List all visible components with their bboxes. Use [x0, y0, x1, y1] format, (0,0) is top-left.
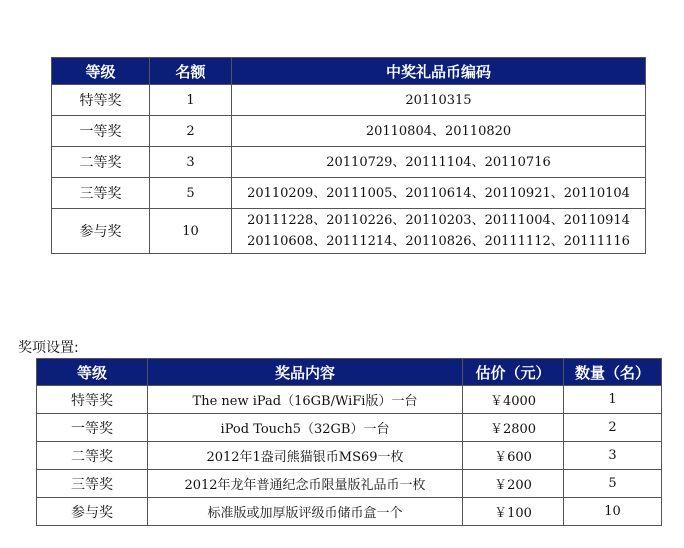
price-cell: ￥200 [463, 470, 564, 498]
prize-cell: iPod Touch5（32GB）一台 [148, 414, 463, 442]
count-cell: 1 [150, 85, 232, 116]
level-cell: 一等奖 [52, 116, 150, 147]
level-cell: 参与奖 [52, 209, 150, 254]
qty-cell: 1 [564, 386, 662, 414]
prize-header-row [37, 359, 662, 386]
codes-cell [232, 209, 646, 254]
header-prize: 奖品内容 [148, 359, 463, 386]
count-cell: 3 [150, 147, 232, 178]
table-row [37, 470, 662, 498]
codes-cell [232, 147, 646, 178]
price-cell: ￥100 [463, 498, 564, 526]
header-level: 等级 [52, 58, 150, 85]
header-codes: 中奖礼品币编码 [232, 58, 646, 85]
codes-cell [232, 85, 646, 116]
table-row [52, 147, 646, 178]
header-count: 名额 [150, 58, 232, 85]
qty-cell: 10 [564, 498, 662, 526]
codes-cell [232, 178, 646, 209]
level-cell: 一等奖 [37, 414, 148, 442]
codes-cell [232, 116, 646, 147]
winners-table [51, 57, 646, 254]
count-cell: 10 [150, 209, 232, 254]
header-level: 等级 [37, 359, 148, 386]
codes-line: 20110315 [405, 92, 472, 108]
table-row [37, 442, 662, 470]
codes-line: 20110608、20111214、20110826、20111112、20111116 [247, 234, 630, 249]
header-price: 估价（元） [463, 359, 564, 386]
winners-header-row [52, 58, 646, 85]
level-cell: 三等奖 [37, 470, 148, 498]
level-cell: 三等奖 [52, 178, 150, 209]
table-row [52, 85, 646, 116]
codes-line: 20111228、20110226、20110203、20111004、20110914 [247, 213, 630, 228]
table-row [52, 116, 646, 147]
level-cell: 特等奖 [37, 386, 148, 414]
level-cell: 二等奖 [52, 147, 150, 178]
prize-cell: The new iPad（16GB/WiFi版）一台 [148, 386, 463, 414]
price-cell: ￥4000 [463, 386, 564, 414]
qty-cell: 3 [564, 442, 662, 470]
prize-cell: 2012年龙年普通纪念币限量版礼品币一枚 [148, 470, 463, 498]
codes-line: 20110804、20110820 [365, 123, 512, 139]
prize-settings-caption: 奖项设置: [18, 340, 79, 356]
count-cell: 5 [150, 178, 232, 209]
qty-cell: 2 [564, 414, 662, 442]
count-cell: 2 [150, 116, 232, 147]
table-row [37, 386, 662, 414]
table-row [37, 498, 662, 526]
table-row [52, 209, 646, 254]
prize-cell: 标准版或加厚版评级币储币盒一个 [148, 498, 463, 526]
level-cell: 特等奖 [52, 85, 150, 116]
header-qty: 数量（名） [564, 359, 662, 386]
price-cell: ￥2800 [463, 414, 564, 442]
codes-line: 20110729、20111104、20110716 [326, 154, 551, 170]
level-cell: 参与奖 [37, 498, 148, 526]
table-row [52, 178, 646, 209]
qty-cell: 5 [564, 470, 662, 498]
level-cell: 二等奖 [37, 442, 148, 470]
price-cell: ￥600 [463, 442, 564, 470]
prize-cell: 2012年1盎司熊猫银币MS69一枚 [148, 442, 463, 470]
codes-line: 20110209、20111005、20110614、20110921、20110104 [247, 185, 630, 201]
table-row [37, 414, 662, 442]
prize-table [36, 358, 662, 526]
